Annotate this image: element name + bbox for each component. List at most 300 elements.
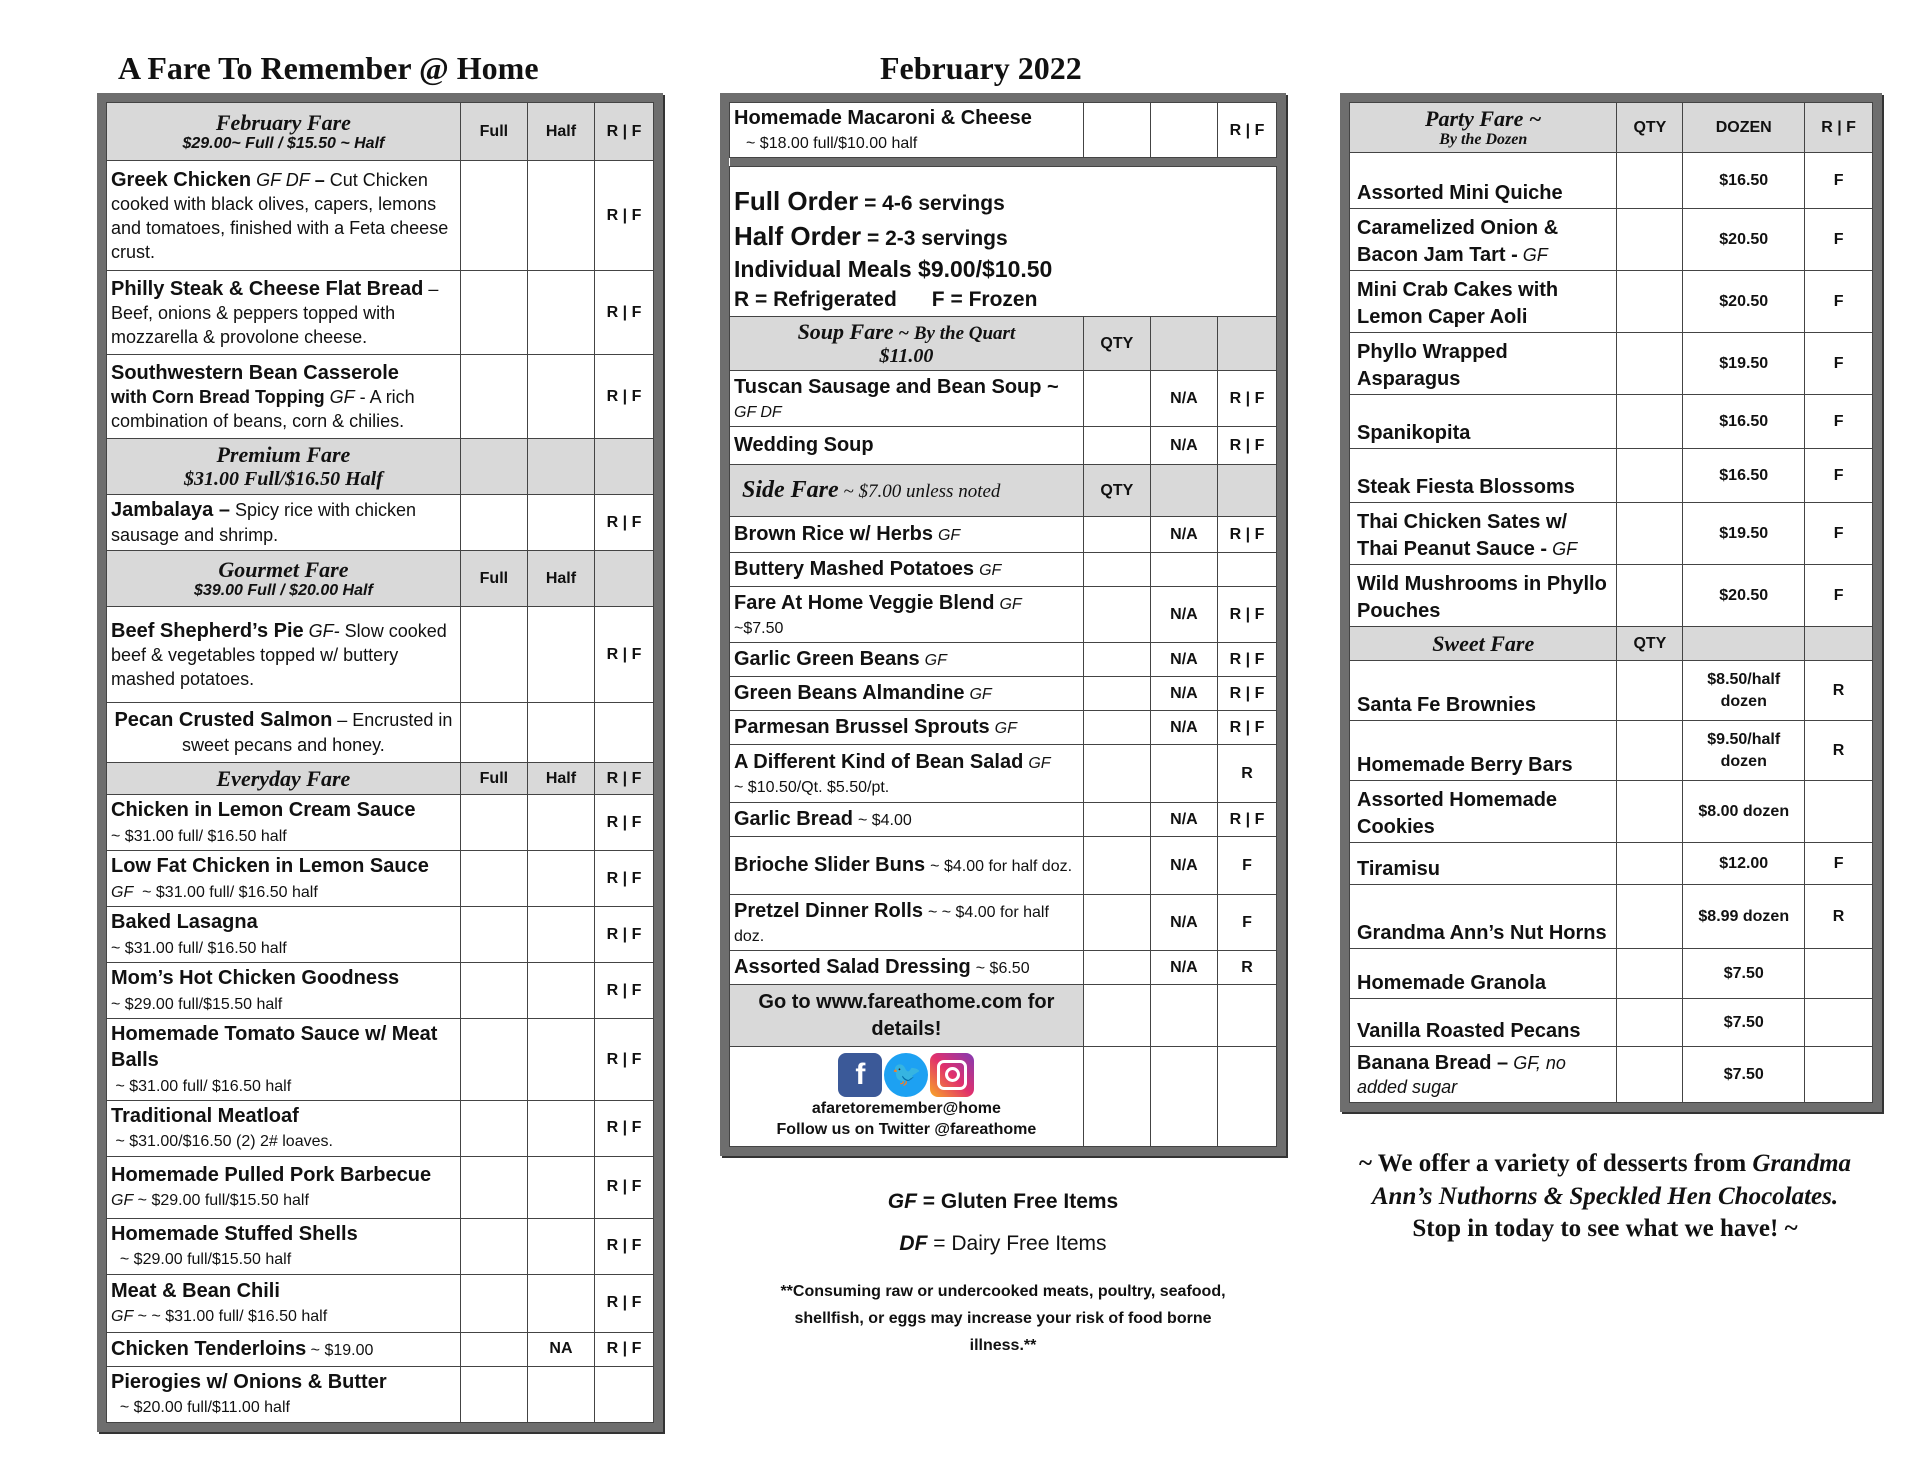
dessert-note-part1: ~ We offer a variety of desserts from [1358, 1150, 1753, 1177]
storage-type: R [1218, 951, 1277, 985]
section-title: Soup Fare [797, 319, 894, 345]
everyday-item [107, 1332, 654, 1366]
qty-header: QTY [1617, 627, 1683, 661]
availability: N/A [1150, 517, 1217, 553]
item-name: Low Fat Chicken in Lemon Sauce [111, 855, 429, 878]
section-price: $29.00~ Full / $15.50 ~ Half [182, 134, 385, 152]
item-name: Fare At Home Veggie Blend [734, 591, 995, 614]
item-name: Homemade Macaroni & Cheese [734, 107, 1032, 129]
qty [1083, 371, 1150, 427]
storage-legend: R = Refrigerated F = Frozen [734, 287, 1038, 311]
premium-fare-header [107, 439, 654, 495]
storage-type: F [1218, 837, 1277, 895]
half-qty: NA [527, 1332, 594, 1366]
sweet-item [1350, 661, 1873, 721]
item-name: Garlic Bread [734, 808, 853, 831]
qty [1617, 661, 1683, 721]
main-menu-table [106, 102, 654, 1423]
party-item [1350, 449, 1873, 503]
full-order-value: = 4-6 servings [858, 192, 1005, 216]
item-name: Phyllo Wrapped Asparagus [1357, 341, 1508, 390]
item-price: ~$7.50 [734, 619, 784, 637]
section-note: ~ $7.00 unless noted [838, 480, 1001, 502]
item-price: ~ $29.00 full/$15.50 half [111, 995, 283, 1013]
full-qty [460, 355, 527, 439]
item-name: Pierogies w/ Onions & Butter [111, 1370, 387, 1393]
qty [1617, 395, 1683, 449]
storage-type: F [1805, 565, 1873, 627]
df-text: = Dairy Free Items [927, 1232, 1107, 1255]
storage-type: R | F [595, 963, 654, 1019]
qty [1617, 1047, 1683, 1103]
half-qty [527, 271, 594, 355]
item-name: Homemade Tomato Sauce w/ Meat Balls [111, 1023, 438, 1072]
sweet-item [1350, 949, 1873, 999]
item-name: Garlic Green Beans [734, 648, 920, 671]
availability: N/A [1150, 803, 1217, 837]
section-price: $11.00 [879, 345, 934, 368]
diet-tag: GF [969, 686, 992, 704]
side-item [730, 711, 1277, 745]
storage-type: R | F [595, 1218, 654, 1274]
website-row [730, 985, 1277, 1047]
item-name: Steak Fiesta Blossoms [1357, 475, 1575, 498]
party-panel [1340, 93, 1882, 1112]
side-item [730, 951, 1277, 985]
item-name: Caramelized Onion & Bacon Jam Tart - [1357, 217, 1559, 266]
storage-type [595, 703, 654, 763]
item-price: ~ $29.00 full/$15.50 half [111, 1251, 292, 1269]
diet-tag: GF [329, 386, 355, 407]
storage-type: R | F [595, 161, 654, 271]
rf-header: R | F [595, 763, 654, 795]
item-desc: Spicy rice with chicken sausage and shrimp. [111, 500, 417, 545]
side-item [730, 677, 1277, 711]
half-order-value: = 2-3 servings [861, 227, 1008, 251]
full-qty [460, 161, 527, 271]
half-header: Half [527, 103, 594, 161]
item-name: Brown Rice w/ Herbs [734, 523, 933, 546]
rf-header: R | F [595, 103, 654, 161]
price: $7.50 [1683, 949, 1805, 999]
full-qty [460, 907, 527, 963]
menu-date: February 2022 [880, 50, 1082, 86]
diet-legend [720, 1190, 1286, 1256]
availability: N/A [1150, 427, 1217, 465]
qty [1083, 895, 1150, 951]
item-price: ~ ~ $4.00 for half doz. [734, 903, 1049, 945]
qty [1617, 333, 1683, 395]
social-handle: afaretoremember@home [811, 1099, 1001, 1117]
item-name: Thai Chicken Sates w/ Thai Peanut Sauce - [1357, 511, 1568, 560]
menu-item-mac-cheese [730, 103, 1277, 158]
individual-meals-value: $9.00/$10.50 [911, 256, 1053, 283]
half-qty [527, 1019, 594, 1101]
individual-meals-label: Individual Meals [734, 256, 912, 283]
full-qty [460, 1156, 527, 1218]
storage-type [1805, 1047, 1873, 1103]
diet-tag: GF- [308, 620, 340, 641]
menu-item-southwestern-casserole [107, 355, 654, 439]
price: $16.50 [1683, 449, 1805, 503]
qty [1617, 153, 1683, 209]
half-qty [527, 963, 594, 1019]
half-qty [527, 907, 594, 963]
party-item [1350, 153, 1873, 209]
item-price: ~ $19.00 [306, 1341, 374, 1359]
full-header: Full [460, 103, 527, 161]
price: $19.50 [1683, 333, 1805, 395]
storage-type [595, 1366, 654, 1422]
soup-fare-header [730, 317, 1277, 371]
side-item [730, 643, 1277, 677]
half-qty [527, 355, 594, 439]
availability [1150, 553, 1217, 587]
item-price: ~ $6.50 [975, 960, 1030, 978]
item-name: Buttery Mashed Potatoes [734, 558, 975, 581]
item-name: Assorted Homemade Cookies [1357, 789, 1558, 838]
diet-tag: GF [924, 652, 947, 670]
availability: N/A [1150, 587, 1217, 643]
item-name: Mom’s Hot Chicken Goodness [111, 967, 400, 990]
item-name: Baked Lasagna [111, 911, 258, 934]
party-item [1350, 333, 1873, 395]
everyday-item [107, 1274, 654, 1332]
side-item [730, 745, 1277, 803]
price: $8.99 dozen [1683, 885, 1805, 949]
qty [1083, 643, 1150, 677]
item-price: ~ $10.50/Qt. $5.50/pt. [734, 778, 890, 796]
full-qty [460, 1366, 527, 1422]
everyday-item [107, 1218, 654, 1274]
storage-type: R | F [595, 1100, 654, 1156]
dash: – [309, 169, 330, 190]
storage-type: R | F [595, 1332, 654, 1366]
item-desc: - A rich combination of beans, corn & chilies. [111, 386, 415, 431]
gf-tag: GF [887, 1190, 917, 1213]
dozen-header: DOZEN [1683, 103, 1805, 153]
item-price: ~ $31.00 full/ $16.50 half [111, 939, 287, 957]
full-order-label: Full Order [734, 186, 859, 217]
storage-type: R | F [1218, 371, 1277, 427]
full-qty [460, 607, 527, 703]
social-row [730, 1047, 1277, 1147]
diet-tag: GF DF [734, 403, 782, 421]
item-name: Chicken Tenderloins [111, 1337, 307, 1360]
full-qty [460, 795, 527, 851]
availability: N/A [1150, 895, 1217, 951]
qty [1083, 517, 1150, 553]
item-name: Tiramisu [1357, 857, 1440, 880]
menu-item-philly-steak [107, 271, 654, 355]
everyday-item [107, 1156, 654, 1218]
qty [1617, 721, 1683, 781]
section-price: $39.00 Full / $20.00 Half [194, 581, 373, 599]
price: $7.50 [1683, 999, 1805, 1047]
diet-tag: GF [1028, 754, 1051, 772]
twitter-follow: Follow us on Twitter @fareathome [776, 1120, 1037, 1138]
half-header: Half [527, 551, 594, 607]
page-title: A Fare To Remember @ Home [118, 50, 539, 86]
qty [1617, 781, 1683, 843]
item-name: Pecan Crusted Salmon [114, 709, 333, 732]
menu-item-jambalaya [107, 495, 654, 551]
diet-tag: GF DF [256, 169, 310, 190]
everyday-fare-header [107, 763, 654, 795]
item-name: Homemade Pulled Pork Barbecue [111, 1163, 432, 1186]
diet-tag: GF [937, 527, 961, 545]
full-header: Full [460, 763, 527, 795]
item-price: ~ $4.00 [857, 812, 912, 830]
menu-item-shepherds-pie [107, 607, 654, 703]
item-price: ~ $31.00 full/ $16.50 half [111, 827, 287, 845]
section-title: Everyday Fare [107, 763, 461, 795]
section-title: Gourmet Fare [218, 556, 349, 582]
everyday-item [107, 851, 654, 907]
item-price: ~ $31.00 full/ $16.50 half [111, 1077, 292, 1095]
storage-type: F [1805, 449, 1873, 503]
item-name: Wild Mushrooms in Phyllo Pouches [1357, 573, 1607, 622]
side-item [730, 837, 1277, 895]
price: $20.50 [1683, 271, 1805, 333]
availability: N/A [1150, 837, 1217, 895]
item-name: A Different Kind of Bean Salad [734, 750, 1024, 773]
storage-type: F [1218, 895, 1277, 951]
availability [1150, 745, 1217, 803]
storage-type: R | F [1218, 103, 1277, 158]
dash: – [423, 278, 439, 299]
item-price: ~ $20.00 full/$11.00 half [111, 1399, 290, 1417]
side-fare-header [730, 465, 1277, 517]
price: $20.50 [1683, 565, 1805, 627]
storage-type: R | F [595, 495, 654, 551]
item-name: Banana Bread – [1357, 1051, 1509, 1074]
item-name-2: with Corn Bread Topping [111, 386, 325, 407]
tilde: ~ [1523, 105, 1542, 131]
diet-tag: GF [111, 883, 134, 901]
sweet-item [1350, 781, 1873, 843]
storage-type: R [1218, 745, 1277, 803]
diet-tag: GF [994, 720, 1017, 738]
item-price: ~ $31.00 full/ $16.50 half [133, 883, 318, 901]
main-menu-panel [97, 93, 663, 1432]
party-item [1350, 271, 1873, 333]
price: $12.00 [1683, 843, 1805, 885]
item-name: Pretzel Dinner Rolls [734, 899, 923, 922]
side-item [730, 553, 1277, 587]
qty [1617, 449, 1683, 503]
half-order-label: Half Order [734, 221, 862, 252]
availability: N/A [1150, 371, 1217, 427]
full-qty [460, 703, 527, 763]
item-desc: Cut Chicken cooked with black olives, capers, lemons and tomatoes, finished with a Feta cheese crust. [111, 169, 449, 262]
party-item [1350, 209, 1873, 271]
qty-header: QTY [1083, 465, 1150, 517]
full-qty [1083, 103, 1150, 158]
qty [1617, 503, 1683, 565]
item-name: Traditional Meatloaf [111, 1104, 299, 1127]
everyday-item [107, 1366, 654, 1422]
qty-header: QTY [1083, 317, 1150, 371]
full-qty [460, 1218, 527, 1274]
menu-item-greek-chicken [107, 161, 654, 271]
item-desc: Beef, onions & peppers topped with mozzarella & provolone cheese. [111, 302, 396, 347]
half-qty [527, 1218, 594, 1274]
storage-type: R | F [595, 271, 654, 355]
item-name: Homemade Granola [1357, 971, 1546, 994]
half-header: Half [527, 763, 594, 795]
qty [1617, 949, 1683, 999]
qty [1617, 565, 1683, 627]
sweet-item [1350, 1047, 1873, 1103]
item-name: Tuscan Sausage and Bean Soup ~ [734, 375, 1059, 398]
price: $8.50/half dozen [1683, 661, 1805, 721]
gourmet-fare-header [107, 551, 654, 607]
item-desc: Slow cooked beef & vegetables topped w/ buttery mashed potatoes. [111, 620, 447, 689]
price: $16.50 [1683, 153, 1805, 209]
full-qty [460, 1019, 527, 1101]
price: $20.50 [1683, 209, 1805, 271]
section-title: Premium Fare [216, 442, 351, 468]
item-price: ~ $18.00 full/$10.00 half [746, 135, 918, 153]
item-name: Jambalaya – [111, 499, 230, 522]
item-price: ~ $4.00 for half doz. [930, 858, 1073, 876]
item-name: Philly Steak & Cheese Flat Bread [111, 277, 424, 300]
diet-tag: GF [979, 562, 1002, 580]
item-name: Grandma Ann’s Nut Horns [1357, 921, 1607, 944]
qty [1617, 885, 1683, 949]
price: $7.50 [1683, 1047, 1805, 1103]
storage-type: F [1805, 153, 1873, 209]
item-name: Beef Shepherd’s Pie [111, 619, 304, 642]
storage-type: R [1805, 721, 1873, 781]
half-qty [527, 161, 594, 271]
qty [1083, 427, 1150, 465]
half-qty [527, 1156, 594, 1218]
order-info [730, 167, 1277, 317]
storage-type: F [1805, 209, 1873, 271]
storage-type: R | F [595, 795, 654, 851]
storage-type: R | F [1218, 677, 1277, 711]
half-qty [527, 607, 594, 703]
storage-type: R [1805, 661, 1873, 721]
party-item [1350, 565, 1873, 627]
price: $19.50 [1683, 503, 1805, 565]
storage-type [1805, 999, 1873, 1047]
item-name: Mini Crab Cakes with Lemon Caper Aoli [1357, 279, 1559, 328]
qty [1617, 209, 1683, 271]
half-qty [527, 1100, 594, 1156]
half-qty [1150, 103, 1217, 158]
twitter-icon[interactable]: 🐦 [884, 1053, 928, 1097]
section-title: February Fare [215, 109, 351, 135]
full-qty [460, 1100, 527, 1156]
soup-item [730, 427, 1277, 465]
dessert-note-part2: Stop in today to see what we have! ~ [1412, 1215, 1798, 1242]
item-price: ~ $31.00/$16.50 (2) 2# loaves. [111, 1133, 333, 1151]
storage-type [1805, 949, 1873, 999]
item-name: Green Beans Almandine [734, 682, 965, 705]
storage-type [1805, 781, 1873, 843]
section-sub: By the Dozen [1439, 130, 1528, 148]
storage-type: R | F [1218, 643, 1277, 677]
item-name: Vanilla Roasted Pecans [1357, 1019, 1581, 1042]
full-qty [460, 1332, 527, 1366]
price: $16.50 [1683, 395, 1805, 449]
sweet-item [1350, 999, 1873, 1047]
item-name: Chicken in Lemon Cream Sauce [111, 799, 416, 822]
storage-type: F [1805, 333, 1873, 395]
everyday-item [107, 795, 654, 851]
storage-type: R | F [595, 355, 654, 439]
side-item [730, 803, 1277, 837]
price: $9.50/half dozen [1683, 721, 1805, 781]
instagram-icon[interactable] [930, 1053, 974, 1097]
storage-type: R | F [595, 1156, 654, 1218]
storage-type: R | F [1218, 427, 1277, 465]
section-price: $31.00 Full/$16.50 Half [183, 467, 383, 490]
storage-type: F [1805, 395, 1873, 449]
side-item [730, 587, 1277, 643]
item-name: Brioche Slider Buns [734, 854, 926, 877]
diet-tag: GF [111, 1192, 134, 1210]
availability: N/A [1150, 643, 1217, 677]
side-item [730, 517, 1277, 553]
section-title: Sweet Fare [1350, 627, 1617, 661]
section-note: ~ By the Quart [893, 323, 1016, 345]
storage-type: R | F [1218, 517, 1277, 553]
social-icons [734, 1053, 1079, 1097]
full-qty [460, 851, 527, 907]
diet-tag: GF [1522, 244, 1548, 265]
qty [1083, 677, 1150, 711]
half-qty [527, 495, 594, 551]
diet-tag: GF [999, 595, 1022, 613]
sweet-item [1350, 721, 1873, 781]
diet-tag: GF [1552, 538, 1578, 559]
gf-text: = Gluten Free Items [916, 1190, 1119, 1213]
storage-type: R | F [595, 907, 654, 963]
section-title: Party Fare [1425, 105, 1524, 131]
sweet-item [1350, 885, 1873, 949]
dessert-note [1345, 1148, 1865, 1246]
qty [1617, 271, 1683, 333]
diet-tag: GF, no added sugar [1357, 1052, 1566, 1098]
party-fare-header [1350, 103, 1873, 153]
menu-item-pecan-salmon [107, 703, 654, 763]
everyday-item [107, 1100, 654, 1156]
storage-type: R [1805, 885, 1873, 949]
qty [1083, 951, 1150, 985]
item-desc: – Encrusted in sweet pecans and honey. [182, 710, 453, 755]
storage-type [1218, 553, 1277, 587]
february-fare-header [107, 103, 654, 161]
everyday-item [107, 907, 654, 963]
website-link[interactable]: Go to www.fareathome.com for details! [730, 985, 1084, 1047]
qty [1083, 711, 1150, 745]
full-qty [460, 963, 527, 1019]
qty-header: QTY [1617, 103, 1683, 153]
soup-item [730, 371, 1277, 427]
diet-tag: GF [111, 1308, 134, 1326]
item-price: ~ ~ $31.00 full/ $16.50 half [133, 1308, 328, 1326]
half-qty [527, 795, 594, 851]
storage-type: R | F [595, 851, 654, 907]
facebook-icon[interactable]: f [838, 1053, 882, 1097]
storage-type: R | F [1218, 587, 1277, 643]
item-price: ~ $29.00 full/$15.50 half [133, 1192, 309, 1210]
sides-table [729, 102, 1277, 1147]
